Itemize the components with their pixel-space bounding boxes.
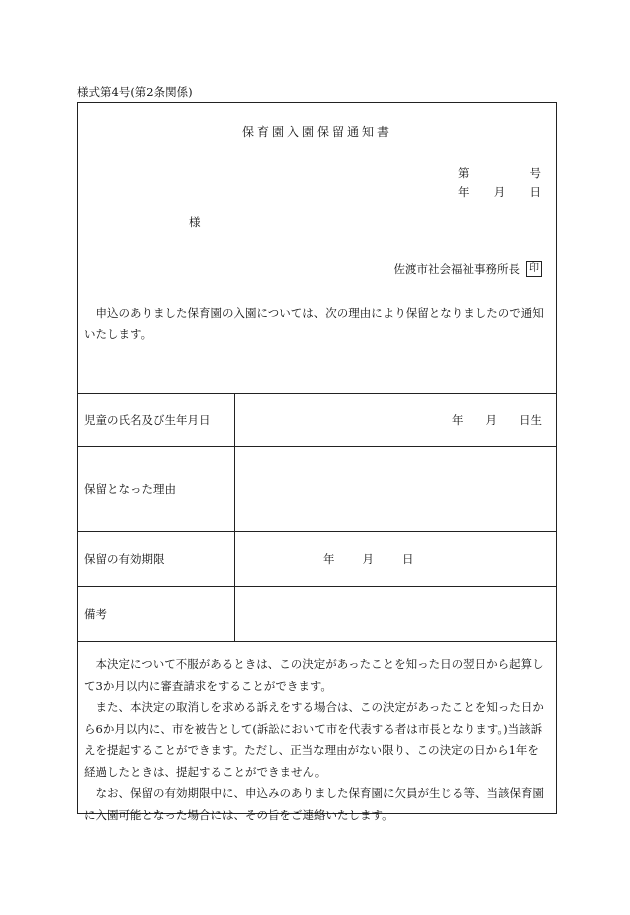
notice-body: 申込のありました保育園の入園については、次の理由により保留となりましたので通知いたします。 (84, 306, 544, 341)
sender-block (394, 261, 543, 277)
notice-paragraph: なお、保留の有効期限中に、申込みのありました保育園に欠員が生じる等、当該保育園に入園可能となった場合には、その旨をご連絡いたします。 (84, 786, 544, 822)
remarks-value (235, 587, 557, 642)
document-number-line (458, 165, 541, 181)
notice-form (77, 102, 557, 822)
sender-name: 佐渡市社会福祉事務所長 (393, 262, 520, 276)
notice-paragraph: また、本決定の取消しを求める訴えをする場合は、この決定があったことを知った日から6か月以内に、市を被告として(訴訟において市を代表する者は市長となります。)当該訴えを提起することができます。ただし、正当な理由がない限り、この決定の日から1年を経過したときは、提起することができません。 (84, 700, 544, 779)
reason-value (235, 447, 557, 532)
expiry-year: 年 (323, 552, 335, 566)
form-number-label: 様式第4号(第2条関係) (77, 85, 193, 99)
reason-label: 保留となった理由 (78, 447, 235, 532)
table-row (78, 447, 557, 532)
issue-month: 月 (493, 185, 506, 199)
expiry-day: 日 (402, 552, 414, 566)
issue-date-line (458, 184, 541, 200)
remarks-label: 備考 (78, 587, 235, 642)
number-suffix: 号 (529, 166, 541, 180)
birth-year: 年 (452, 413, 464, 427)
number-prefix: 第 (458, 166, 470, 180)
expiry-label: 保留の有効期限 (78, 532, 235, 587)
birth-month: 月 (485, 413, 497, 427)
birth-day: 日生 (519, 413, 542, 427)
document-title: 保育園入園保留通知書 (241, 125, 392, 139)
expiry-month: 月 (362, 552, 374, 566)
child-name-label: 児童の氏名及び生年月日 (78, 394, 235, 447)
info-table (77, 393, 557, 642)
table-row (78, 587, 557, 642)
addressee-suffix: 様 (189, 215, 201, 229)
issue-day: 日 (529, 185, 541, 199)
expiry-value (235, 532, 557, 587)
child-name-value (235, 394, 557, 447)
table-row (78, 394, 557, 447)
table-row (78, 532, 557, 587)
seal-mark: 印 (526, 261, 542, 277)
notice-paragraph: 本決定について不服があるときは、この決定があったことを知った日の翌日から起算して3か月以内に審査請求をすることができます。 (84, 657, 544, 693)
issue-year: 年 (458, 185, 470, 199)
appeal-notice (84, 654, 550, 826)
